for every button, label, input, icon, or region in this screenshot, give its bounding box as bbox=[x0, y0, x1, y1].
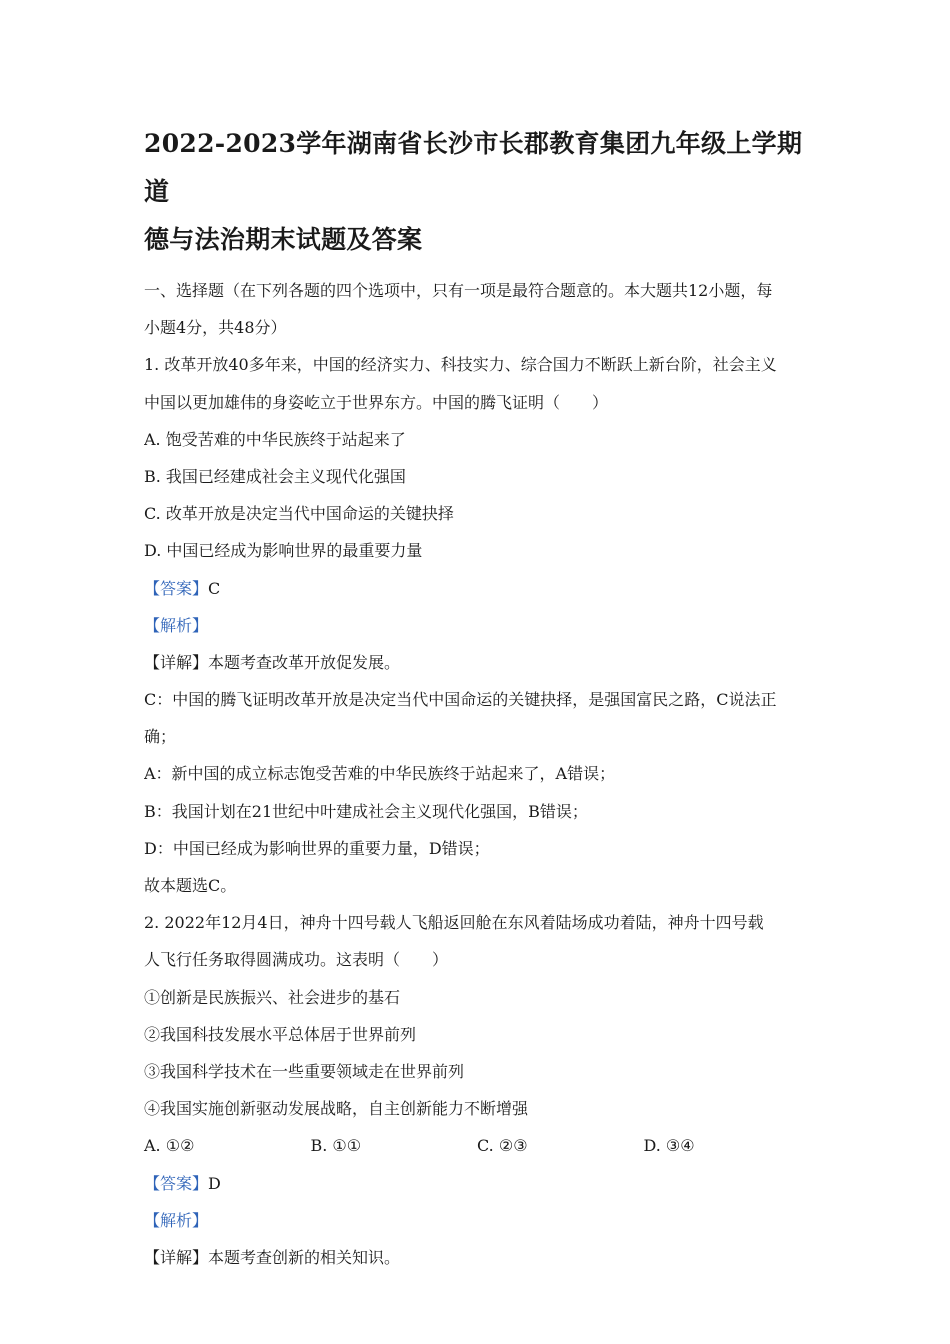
document-page bbox=[144, 120, 810, 1276]
q1-option-d: D. 中国已经成为影响世界的最重要力量 bbox=[144, 541, 423, 561]
section-line-1: 一、选择题（在下列各题的四个选项中，只有一项是最符合题意的。本大题共12小题，每 bbox=[144, 281, 773, 300]
q2-statement-4: ④我国实施创新驱动发展战略，自主创新能力不断增强 bbox=[144, 1099, 529, 1119]
q1-stem-line-2: 中国以更加雄伟的身姿屹立于世界东方。中国的腾飞证明（ ） bbox=[144, 392, 609, 412]
analysis-tag: 【解析】 bbox=[144, 1210, 209, 1230]
document-title bbox=[144, 120, 810, 264]
section-line-2: 小题4分，共48分） bbox=[144, 318, 287, 338]
title-line-1: 2022-2023学年湖南省长沙市长郡教育集团九年级上学期道 bbox=[144, 129, 803, 206]
analysis-tag: 【解析】 bbox=[144, 615, 209, 635]
q2-option-c: C. ②③ bbox=[477, 1136, 528, 1156]
section-heading bbox=[144, 272, 810, 346]
q2-options bbox=[144, 1127, 810, 1164]
q1-explain-c-line-2: 确； bbox=[144, 727, 177, 747]
q1-option-a: A. 饱受苦难的中华民族终于站起来了 bbox=[144, 429, 406, 449]
q1-stem-line-1: 1. 改革开放40多年来，中国的经济实力、科技实力、综合国力不断跃上新台阶，社会主义 bbox=[144, 355, 777, 375]
q2-option-b: B. ①① bbox=[310, 1136, 362, 1156]
question-1 bbox=[144, 346, 810, 904]
answer-value: D bbox=[208, 1173, 221, 1193]
q2-stem-line-1: 2. 2022年12月4日，神舟十四号载人飞船返回舱在东风着陆场成功着陆，神舟十四号载 bbox=[144, 913, 764, 933]
title-line-2: 德与法治期末试题及答案 bbox=[144, 225, 423, 254]
answer-tag: 【答案】 bbox=[144, 1173, 209, 1193]
q1-option-c: C. 改革开放是决定当代中国命运的关键抉择 bbox=[144, 504, 454, 524]
q2-statement-2: ②我国科技发展水平总体居于世界前列 bbox=[144, 1024, 417, 1044]
q2-option-a: A. ①② bbox=[144, 1136, 195, 1156]
q2-analysis bbox=[144, 1202, 810, 1239]
q2-option-d: D. ③④ bbox=[643, 1136, 695, 1156]
q2-answer bbox=[144, 1165, 810, 1202]
q2-stem-line-2: 人飞行任务取得圆满成功。这表明（ ） bbox=[144, 950, 449, 970]
q2-statement-3: ③我国科学技术在一些重要领域走在世界前列 bbox=[144, 1061, 465, 1081]
q1-explain-c-line-1: C：中国的腾飞证明改革开放是决定当代中国命运的关键抉择，是强国富民之路，C说法正 bbox=[144, 690, 777, 710]
q1-explain-a: A：新中国的成立标志饱受苦难的中华民族终于站起来了，A错误； bbox=[144, 764, 616, 784]
answer-tag: 【答案】 bbox=[144, 578, 209, 598]
q2-detail: 【详解】本题考查创新的相关知识。 bbox=[144, 1247, 401, 1267]
q1-detail: 【详解】本题考查改革开放促发展。 bbox=[144, 652, 401, 672]
q1-answer bbox=[144, 570, 810, 607]
q2-statement-1: ①创新是民族振兴、社会进步的基石 bbox=[144, 987, 401, 1007]
q1-conclusion: 故本题选C。 bbox=[144, 876, 237, 895]
q1-option-b: B. 我国已经建成社会主义现代化强国 bbox=[144, 466, 406, 486]
q1-explain-b: B：我国计划在21世纪中叶建成社会主义现代化强国，B错误； bbox=[144, 801, 588, 821]
answer-value: C bbox=[208, 578, 221, 598]
question-2 bbox=[144, 904, 810, 1276]
q1-analysis bbox=[144, 607, 810, 644]
q1-explain-d: D：中国已经成为影响世界的重要力量，D错误； bbox=[144, 838, 490, 858]
